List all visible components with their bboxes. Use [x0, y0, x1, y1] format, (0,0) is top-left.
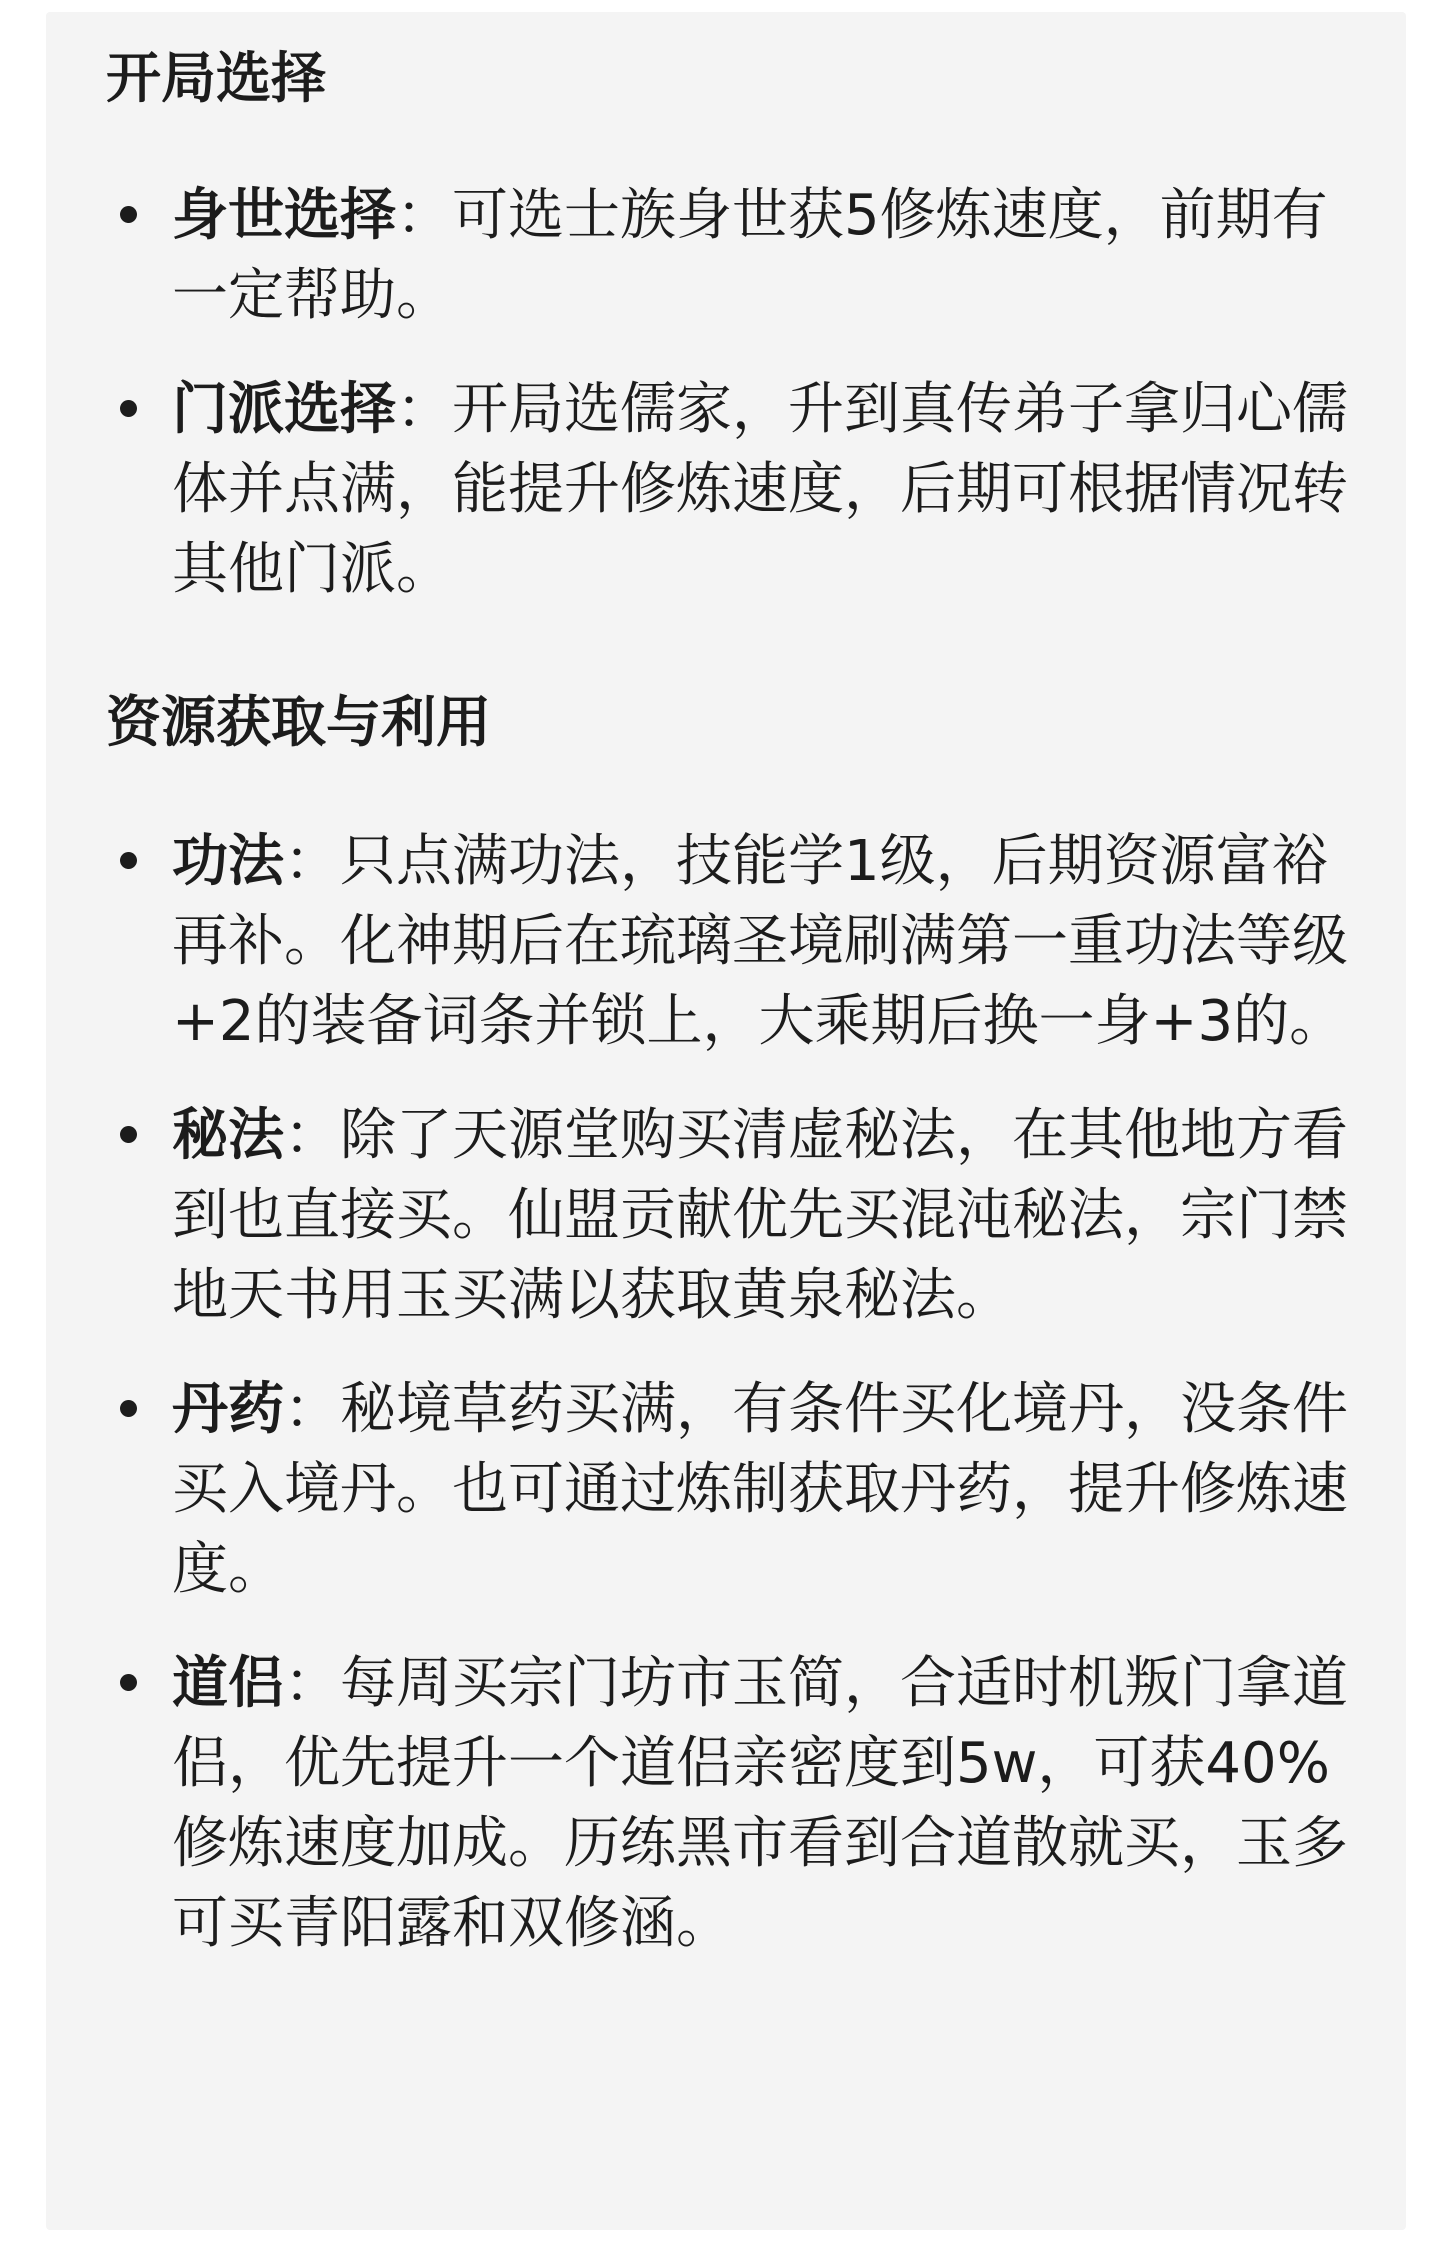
item-separator: ： — [284, 829, 340, 894]
bullet-dot-icon — [120, 206, 137, 223]
item-separator: ： — [396, 183, 452, 248]
item-separator: ： — [284, 1377, 340, 1442]
list-item — [106, 1096, 1356, 1336]
item-label: 秘法 — [172, 1103, 284, 1168]
resources-list — [106, 822, 1356, 1964]
item-separator: ： — [284, 1651, 340, 1716]
bullet-dot-icon — [120, 1400, 137, 1417]
item-text: 只点满功法，技能学1级，后期资源富裕再补。化神期后在琉璃圣境刷满第一重功法等级+2的装备词条并锁上，大乘期后换一身+3的。 — [172, 829, 1348, 1054]
bullet-dot-icon — [120, 852, 137, 869]
item-label: 道侣 — [172, 1651, 284, 1716]
item-label: 功法 — [172, 829, 284, 894]
list-item — [106, 822, 1356, 1062]
opening-choice-list — [106, 176, 1356, 610]
section-title-resources: 资源获取与利用 — [106, 690, 492, 754]
list-item — [106, 370, 1356, 610]
item-label: 门派选择 — [172, 377, 396, 442]
content-card — [46, 12, 1406, 2230]
item-text: 每周买宗门坊市玉简，合适时机叛门拿道侣，优先提升一个道侣亲密度到5w，可获40%修炼速度加成。历练黑市看到合道散就买，玉多可买青阳露和双修涵。 — [172, 1651, 1348, 1956]
item-text: 秘境草药买满，有条件买化境丹，没条件买入境丹。也可通过炼制获取丹药，提升修炼速度。 — [172, 1377, 1348, 1602]
item-label: 身世选择 — [172, 183, 396, 248]
list-item — [106, 1644, 1356, 1964]
list-item — [106, 1370, 1356, 1610]
bullet-dot-icon — [120, 1126, 137, 1143]
list-item — [106, 176, 1356, 336]
item-text: 可选士族身世获5修炼速度，前期有一定帮助。 — [172, 183, 1328, 328]
section-title-opening-choice: 开局选择 — [106, 46, 327, 110]
bullet-dot-icon — [120, 1674, 137, 1691]
item-separator: ： — [396, 377, 452, 442]
item-text: 除了天源堂购买清虚秘法，在其他地方看到也直接买。仙盟贡献优先买混沌秘法，宗门禁地天书用玉买满以获取黄泉秘法。 — [172, 1103, 1348, 1328]
item-label: 丹药 — [172, 1377, 284, 1442]
bullet-dot-icon — [120, 400, 137, 417]
item-text: 开局选儒家，升到真传弟子拿归心儒体并点满，能提升修炼速度，后期可根据情况转其他门派。 — [172, 377, 1348, 602]
item-separator: ： — [284, 1103, 340, 1168]
